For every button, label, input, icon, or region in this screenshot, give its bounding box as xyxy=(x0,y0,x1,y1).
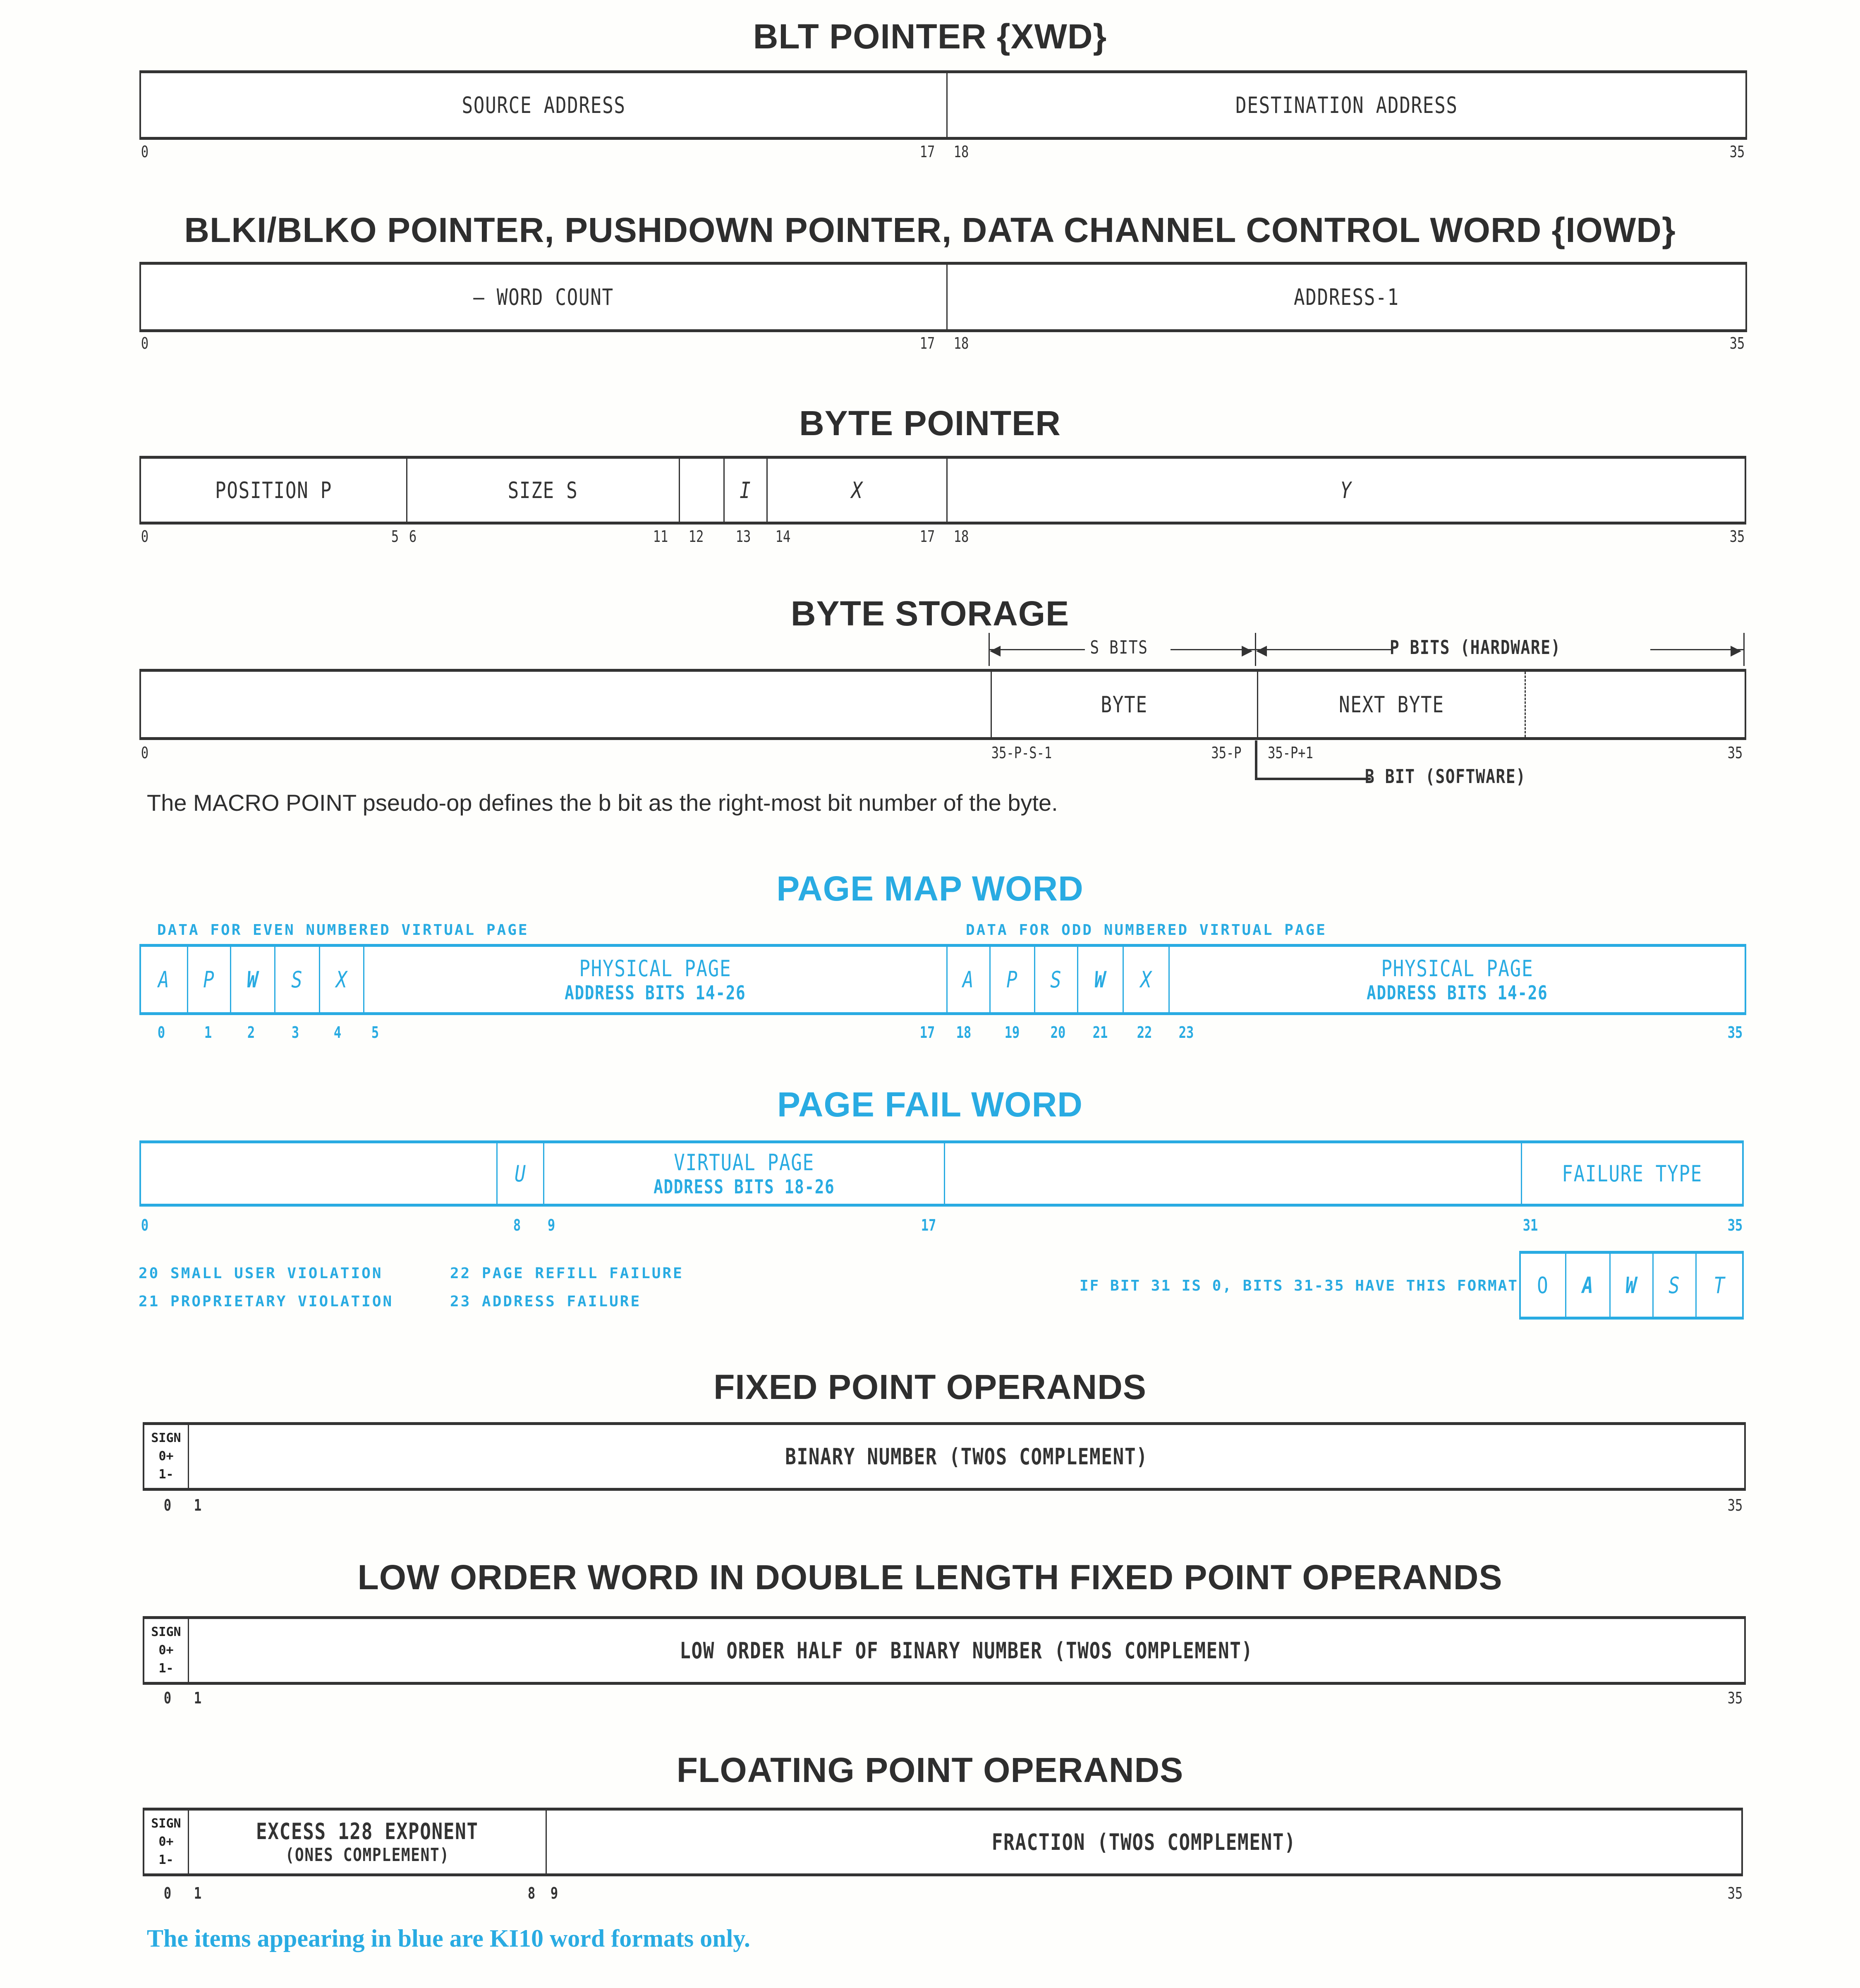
position-field xyxy=(141,459,406,522)
field-label: PHYSICAL PAGE xyxy=(1381,955,1533,982)
failure-type-field xyxy=(1521,1143,1742,1204)
flag-label: X xyxy=(335,966,348,993)
even-flag-p xyxy=(187,947,230,1012)
field-label: SIZE S xyxy=(508,477,578,503)
flag-label: P xyxy=(1006,966,1018,993)
s-bits-arrow-left xyxy=(990,649,1085,650)
page-fail-title: PAGE FAIL WORD xyxy=(777,1085,1083,1124)
even-flag-x xyxy=(319,947,363,1012)
bit-label: 19 xyxy=(1004,1023,1020,1042)
indirect-field xyxy=(723,459,766,522)
bit-label: 35-P+1 xyxy=(1268,744,1313,762)
dimension-tick xyxy=(1743,633,1745,666)
b-bit-pointer-line xyxy=(1255,740,1257,778)
field-label: PHYSICAL PAGE xyxy=(579,955,732,982)
flag-label: S xyxy=(1668,1272,1680,1298)
bit-label: 17 xyxy=(919,527,935,546)
field-sublabel: ADDRESS BITS 14-26 xyxy=(1366,981,1548,1004)
format-flag-a xyxy=(1565,1254,1609,1317)
sign-label: 1- xyxy=(158,1467,174,1482)
arrow-head-icon: ◀ xyxy=(990,642,1001,658)
page-map-word xyxy=(139,944,1746,1015)
sign-label: 1- xyxy=(158,1853,174,1867)
flag-label: T xyxy=(1713,1272,1726,1298)
sign-label: SIGN xyxy=(151,1816,181,1831)
bit-label: 0 xyxy=(141,527,149,546)
bit-label: 21 xyxy=(1092,1023,1108,1042)
flag-label: A xyxy=(962,966,974,993)
field-label: Y xyxy=(1340,477,1352,503)
flag-label: W xyxy=(247,966,259,993)
bit-label: 35 xyxy=(1727,744,1743,762)
failure-code: 23 ADDRESS FAILURE xyxy=(450,1293,642,1310)
bit-label: 0 xyxy=(163,1689,172,1707)
bit-label: 18 xyxy=(953,527,969,546)
bit-label: 12 xyxy=(688,527,704,546)
bit-label: 1 xyxy=(194,1689,202,1707)
field-label: ADDRESS-1 xyxy=(1294,284,1399,310)
fraction-field xyxy=(546,1811,1741,1873)
binary-number-field xyxy=(188,1425,1744,1488)
format-flag-s xyxy=(1652,1254,1695,1317)
field-sublabel: ADDRESS BITS 18-26 xyxy=(653,1175,835,1198)
byte-pointer-word xyxy=(139,456,1746,525)
iowd-address-field xyxy=(946,265,1745,329)
bit-label: 4 xyxy=(333,1023,342,1042)
flag-label: P xyxy=(203,966,215,993)
bit-label: 0 xyxy=(141,744,149,762)
bit-label: 13 xyxy=(735,527,751,546)
odd-flag-p xyxy=(989,947,1034,1012)
fixed-point-word xyxy=(143,1422,1746,1491)
page-fail-middle-field xyxy=(944,1143,1521,1204)
sign-label: 0+ xyxy=(158,1835,174,1849)
failure-code: 21 PROPRIETARY VIOLATION xyxy=(139,1293,394,1310)
b-bit-label: B BIT (SOFTWARE) xyxy=(1365,765,1526,788)
odd-flag-w xyxy=(1077,947,1123,1012)
bit-label: 9 xyxy=(550,1884,558,1902)
byte-field xyxy=(991,672,1257,737)
format-flag-t xyxy=(1695,1254,1742,1317)
bit-label: 17 xyxy=(921,1216,936,1234)
y-field xyxy=(946,459,1745,522)
bit-label: 35 xyxy=(1729,143,1745,161)
bit-label: 0 xyxy=(141,143,149,161)
failure-format-word xyxy=(1519,1251,1744,1320)
bit-label: 18 xyxy=(953,334,969,352)
bit-label: 35-P-S-1 xyxy=(991,744,1052,762)
index-field xyxy=(766,459,946,522)
low-order-title: LOW ORDER WORD IN DOUBLE LENGTH FIXED POINT OPERANDS xyxy=(357,1558,1503,1597)
bit-label: 9 xyxy=(547,1216,555,1234)
p-bits-arrow-right xyxy=(1650,649,1743,650)
bit-label: 17 xyxy=(919,143,935,161)
bit-label: 0 xyxy=(141,334,149,352)
page-fail-unused-field xyxy=(141,1143,496,1204)
even-flag-w xyxy=(230,947,274,1012)
field-label: DESTINATION ADDRESS xyxy=(1235,92,1458,118)
bit-label: 1 xyxy=(194,1884,202,1902)
bit-label: 20 xyxy=(1050,1023,1066,1042)
next-byte-field xyxy=(1257,672,1525,737)
bit-label: 1 xyxy=(204,1023,212,1042)
bit-label: 23 xyxy=(1178,1023,1194,1042)
sign-field xyxy=(144,1619,188,1682)
ki10-footnote: The items appearing in blue are KI10 word formats only. xyxy=(147,1925,750,1952)
bit-label: 11 xyxy=(653,527,668,546)
field-label: POSITION P xyxy=(215,477,332,503)
blt-destination-field xyxy=(946,73,1745,137)
fixed-point-title: FIXED POINT OPERANDS xyxy=(713,1368,1147,1406)
even-flag-a xyxy=(141,947,187,1012)
failure-code: 20 SMALL USER VIOLATION xyxy=(139,1265,383,1282)
low-order-word xyxy=(143,1616,1746,1685)
floating-point-word xyxy=(143,1808,1743,1876)
bit-label: 3 xyxy=(291,1023,299,1042)
bit-label: 6 xyxy=(409,527,417,546)
odd-flag-x xyxy=(1123,947,1168,1012)
bit-label: 8 xyxy=(513,1216,521,1234)
bit-label: 35 xyxy=(1727,1884,1743,1902)
user-flag-field xyxy=(496,1143,543,1204)
field-label: X xyxy=(851,477,863,503)
iowd-title: BLKI/BLKO POINTER, PUSHDOWN POINTER, DATA CHANNEL CONTROL WORD {IOWD} xyxy=(184,211,1676,249)
iowd-word-count-field xyxy=(141,265,946,329)
bit-label: 2 xyxy=(247,1023,255,1042)
bit-label: 17 xyxy=(919,334,935,352)
field-label: LOW ORDER HALF OF BINARY NUMBER (TWOS COMPLEMENT) xyxy=(680,1637,1254,1664)
virtual-page-field xyxy=(543,1143,944,1204)
blt-source-field xyxy=(141,73,946,137)
field-label: I xyxy=(740,477,752,503)
flag-label: A xyxy=(1582,1272,1594,1298)
flag-label: S xyxy=(291,966,303,993)
p-bits-label: P BITS (HARDWARE) xyxy=(1390,636,1561,659)
blt-word xyxy=(139,70,1747,140)
bit-label: 0 xyxy=(157,1023,165,1042)
bit-label: 35 xyxy=(1727,1216,1743,1234)
remaining-field xyxy=(1525,672,1745,737)
field-label: – WORD COUNT xyxy=(473,284,614,310)
bit-label: 18 xyxy=(953,143,969,161)
b-bit-pointer-line xyxy=(1255,778,1371,780)
bit-label: 35-P xyxy=(1211,744,1242,762)
blt-title: BLT POINTER {XWD} xyxy=(753,17,1107,56)
field-label: FRACTION (TWOS COMPLEMENT) xyxy=(992,1829,1296,1855)
bit-label: 35 xyxy=(1727,1689,1743,1707)
field-label: NEXT BYTE xyxy=(1338,691,1444,718)
bit-label: 35 xyxy=(1729,527,1745,546)
bit-label: 0 xyxy=(141,1216,149,1234)
sign-label: 0+ xyxy=(158,1449,174,1463)
low-order-field xyxy=(188,1619,1744,1682)
field-sublabel: ADDRESS BITS 14-26 xyxy=(565,981,746,1004)
byte-pointer-title: BYTE POINTER xyxy=(799,404,1061,443)
bit-label: 18 xyxy=(956,1023,972,1042)
format-note: IF BIT 31 IS 0, BITS 31-35 HAVE THIS FORMAT xyxy=(1080,1277,1518,1294)
bit-label: 1 xyxy=(194,1496,202,1514)
arrow-head-icon: ◀ xyxy=(1256,642,1267,658)
bit-label: 31 xyxy=(1522,1216,1538,1234)
size-field xyxy=(406,459,679,522)
bit-label: 8 xyxy=(527,1884,536,1902)
bit-label: 5 xyxy=(391,527,399,546)
flag-label: X xyxy=(1140,966,1152,993)
sign-label: SIGN xyxy=(151,1431,181,1445)
unused-field xyxy=(679,459,723,522)
bit-label: 5 xyxy=(371,1023,379,1042)
bit-label: 17 xyxy=(919,1023,935,1042)
bit-label: 0 xyxy=(163,1496,172,1514)
odd-flag-s xyxy=(1034,947,1077,1012)
odd-flag-a xyxy=(946,947,989,1012)
macro-point-note: The MACRO POINT pseudo-op defines the b bit as the right-most bit number of the byte. xyxy=(147,790,1058,816)
p-bits-arrow-left xyxy=(1256,649,1393,650)
flag-label: O xyxy=(1537,1272,1549,1298)
sign-field xyxy=(144,1425,188,1488)
bit-label: 22 xyxy=(1137,1023,1152,1042)
field-sublabel: (ONES COMPLEMENT) xyxy=(285,1844,450,1866)
flag-label: W xyxy=(1094,966,1106,993)
sign-label: 1- xyxy=(158,1661,174,1676)
flag-label: W xyxy=(1625,1272,1637,1298)
sign-field xyxy=(144,1811,188,1873)
even-page-caption: DATA FOR EVEN NUMBERED VIRTUAL PAGE xyxy=(157,922,529,939)
flag-label: U xyxy=(514,1160,527,1187)
flag-label: A xyxy=(158,966,170,993)
format-flag-o xyxy=(1521,1254,1565,1317)
field-label: EXCESS 128 EXPONENT xyxy=(256,1818,479,1844)
field-label: VIRTUAL PAGE xyxy=(674,1149,814,1176)
field-label: FAILURE TYPE xyxy=(1562,1160,1702,1187)
field-label: BYTE xyxy=(1101,691,1148,718)
bit-label: 35 xyxy=(1729,334,1745,352)
s-bits-label: S BITS xyxy=(1090,637,1148,658)
odd-page-caption: DATA FOR ODD NUMBERED VIRTUAL PAGE xyxy=(966,922,1327,939)
exponent-field xyxy=(188,1811,546,1873)
bit-label: 35 xyxy=(1727,1496,1743,1514)
even-physical-page-field xyxy=(363,947,946,1012)
field-label: SOURCE ADDRESS xyxy=(462,92,626,118)
page-map-title: PAGE MAP WORD xyxy=(776,869,1084,908)
sign-label: SIGN xyxy=(151,1625,181,1639)
iowd-word xyxy=(139,262,1747,332)
byte-storage-word xyxy=(139,669,1746,740)
bit-label: 14 xyxy=(775,527,791,546)
arrow-head-icon: ▶ xyxy=(1242,642,1253,658)
bit-label: 0 xyxy=(163,1884,172,1902)
byte-storage-title: BYTE STORAGE xyxy=(790,594,1070,633)
arrow-head-icon: ▶ xyxy=(1731,642,1742,658)
field-label: BINARY NUMBER (TWOS COMPLEMENT) xyxy=(785,1443,1148,1470)
page-fail-word xyxy=(139,1140,1744,1207)
failure-code: 22 PAGE REFILL FAILURE xyxy=(450,1265,684,1282)
odd-physical-page-field xyxy=(1168,947,1745,1012)
format-flag-w xyxy=(1609,1254,1652,1317)
sign-label: 0+ xyxy=(158,1643,174,1657)
bit-label: 35 xyxy=(1727,1023,1743,1042)
storage-empty-field xyxy=(141,672,991,737)
floating-point-title: FLOATING POINT OPERANDS xyxy=(676,1751,1184,1789)
even-flag-s xyxy=(274,947,319,1012)
flag-label: S xyxy=(1050,966,1062,993)
